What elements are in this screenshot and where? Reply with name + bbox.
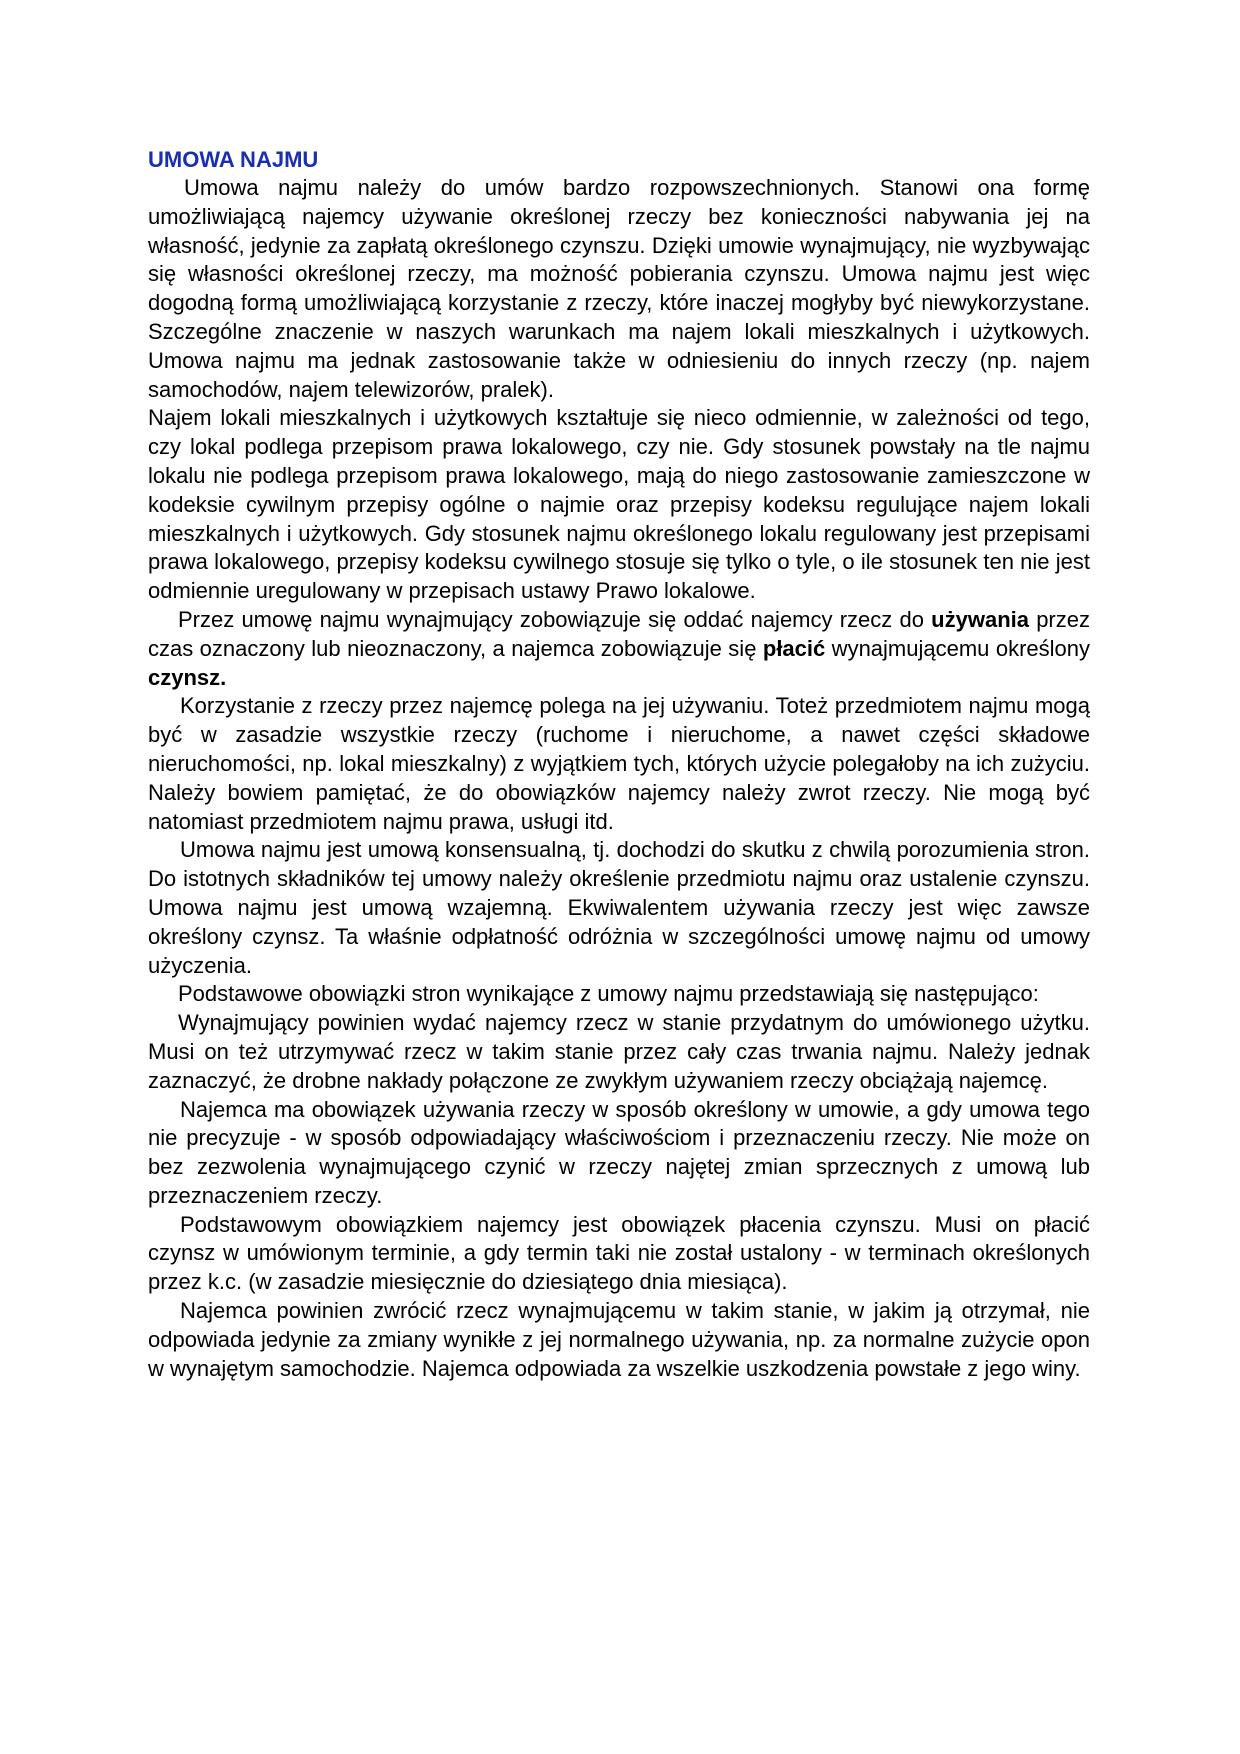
paragraph-2: Najem lokali mieszkalnych i użytkowych kształtuje się nieco odmiennie, w zależności od tego, czy lokal podlega przepisom prawa lokalowego, czy nie. Gdy stosunek powstały na tle najmu lokalu nie podlega przepisom prawa lokalowego, mają do niego zastosowanie zamieszczone w kodeksie cywilnym przepisy ogólne o najmie oraz przepisy kodeksu regulujące najem lokali mieszkalnych i użytkowych. Gdy stosunek najmu określonego lokalu regulowany jest przepisami prawa lokalowego, przepisy kodeksu cywilnego stosuje się tylko o tyle, o ile stosunek ten nie jest odmiennie uregulowany w przepisach ustawy Prawo lokalowe. — [148, 405, 1090, 604]
paragraph-4: Korzystanie z rzeczy przez najemcę polega na jej używaniu. Toteż przedmiotem najmu mogą być w zasadzie wszystkie rzeczy (ruchome i nieruchome, a nawet części składowe nieruchomości, np. lokal mieszkalny) z wyjątkiem tych, których użycie polegałoby na ich zużyciu. Należy bowiem pamiętać, że do obowiązków najemcy należy zwrot rzeczy. Nie mogą być natomiast przedmiotem najmu prawa, usługi itd. — [148, 693, 1090, 834]
paragraph-1: Umowa najmu należy do umów bardzo rozpowszechnionych. Stanowi ona formę umożliwiającą najemcy używanie określonej rzeczy bez konieczności nabywania jej na własność, jedynie za zapłatą określonego czynszu. Dzięki umowie wynajmujący, nie wyzbywając się własności określonej rzeczy, ma możność pobierania czynszu. Umowa najmu jest więc dogodną formą umożliwiającą korzystanie z rzeczy, które inaczej mogłyby być niewykorzystane. Szczególne znaczenie w naszych warunkach ma najem lokali mieszkalnych i użytkowych. Umowa najmu ma jednak zastosowanie także w odniesieniu do innych rzeczy (np. najem samochodów, najem telewizorów, pralek). — [148, 175, 1090, 402]
paragraph-9: Podstawowym obowiązkiem najemcy jest obowiązek płacenia czynszu. Musi on płacić czynsz w umówionym terminie, a gdy termin taki nie został ustalony - w terminach określonych przez k.c. (w zasadzie miesięcznie do dziesiątego dnia miesiąca). — [148, 1211, 1090, 1295]
paragraph-3-bold-2: płacić — [762, 635, 826, 661]
paragraph-3-text-1: Przez umowę najmu wynajmujący zobowiązuje się oddać najemcy rzecz do — [178, 606, 932, 632]
paragraph-3-text-2: przez czas oznaczony lub nieoznaczony, a najemca zobowiązuje się — [148, 606, 1090, 661]
paragraph-3 — [148, 606, 1090, 692]
document-page — [148, 146, 1090, 1383]
paragraph-8: Najemca ma obowiązek używania rzeczy w sposób określony w umowie, a gdy umowa tego nie precyzuje - w sposób odpowiadający właściwościom i przeznaczeniu rzeczy. Nie może on bez zezwolenia wynajmującego czynić w rzeczy najętej zmian sprzecznych z umową lub przeznaczeniem rzeczy. — [148, 1096, 1090, 1208]
paragraph-3-bold-1: używania — [931, 606, 1029, 632]
paragraph-7: Wynajmujący powinien wydać najemcy rzecz w stanie przydatnym do umówionego użytku. Musi on też utrzymywać rzecz w takim stanie przez cały czas trwania najmu. Należy jednak zaznaczyć, że drobne nakłady połączone ze zwykłym używaniem rzeczy obciążają najemcę. — [148, 1010, 1090, 1093]
paragraph-6: Podstawowe obowiązki stron wynikające z umowy najmu przedstawiają się następująco: — [178, 981, 1039, 1007]
paragraph-10: Najemca powinien zwrócić rzecz wynajmującemu w takim stanie, w jakim ją otrzymał, nie odpowiada jedynie za zmiany wynikłe z jej normalnego używania, np. za normalne zużycie opon w wynajętym samochodzie. Najemca odpowiada za wszelkie uszkodzenia powstałe z jego winy. — [148, 1298, 1090, 1381]
document-title: UMOWA NAJMU — [148, 147, 319, 172]
paragraph-3-text-3: wynajmującemu określony — [825, 635, 1091, 661]
paragraph-5: Umowa najmu jest umową konsensualną, tj. dochodzi do skutku z chwilą porozumienia stron. Do istotnych składników tej umowy należy określenie przedmiotu najmu oraz ustalenie czynszu. Umowa najmu jest umową wzajemną. Ekwiwalentem używania rzeczy jest więc zawsze określony czynsz. Ta właśnie odpłatność odróżnia w szczególności umowę najmu od umowy użyczenia. — [148, 837, 1090, 978]
paragraph-3-bold-3: czynsz. — [148, 664, 227, 690]
